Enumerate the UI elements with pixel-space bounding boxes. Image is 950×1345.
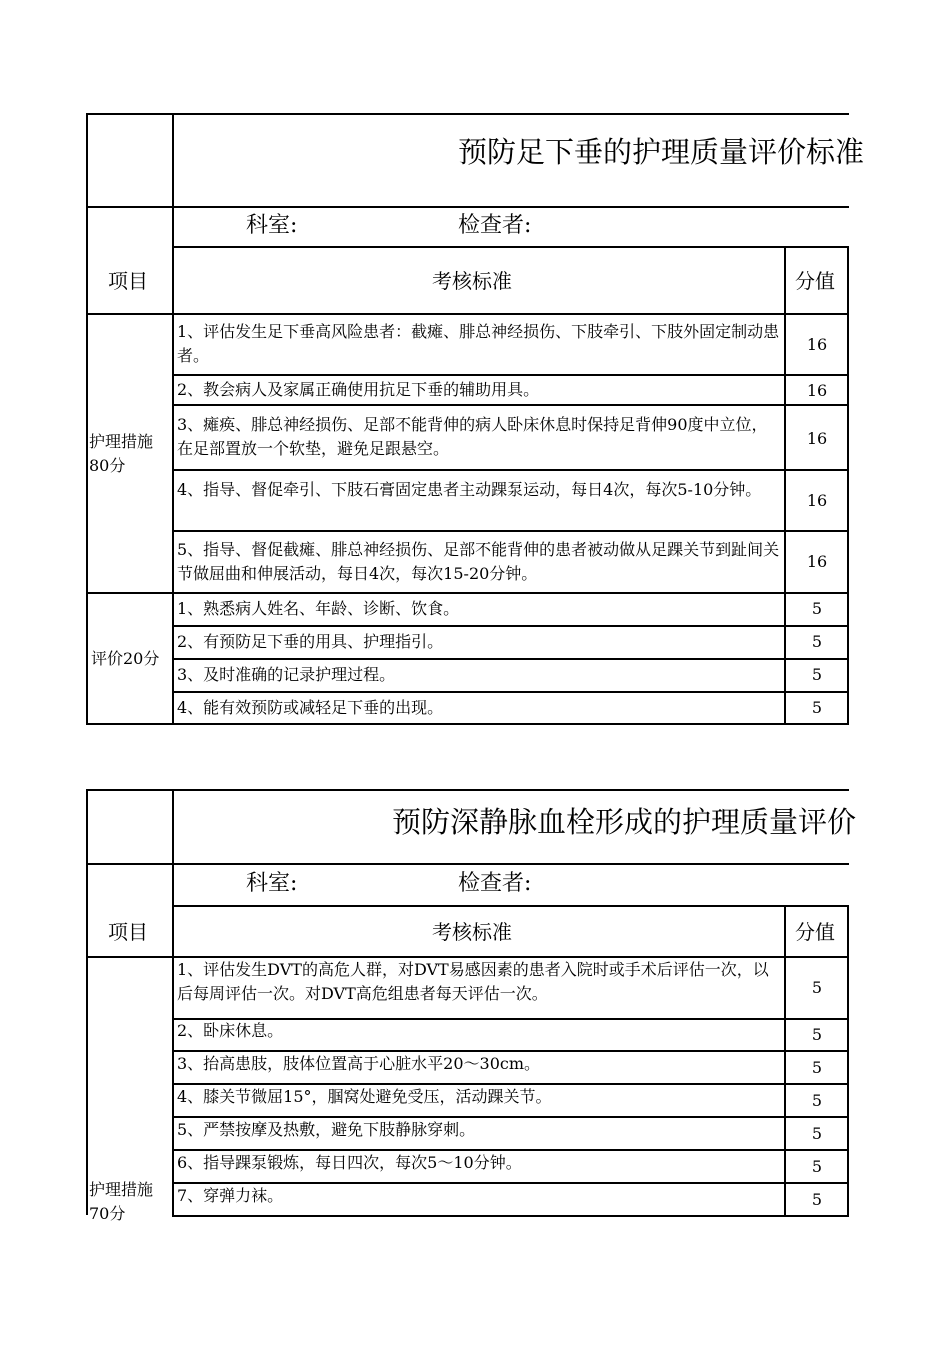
- page-title: 预防足下垂的护理质量评价标准: [458, 135, 865, 169]
- score-value: 5: [811, 665, 823, 684]
- criteria-text: 1、熟悉病人姓名、年龄、诊断、饮食。: [177, 599, 460, 618]
- criteria-text: 3、抬高患肢，肢体位置高于心脏水平20～30cm。: [177, 1054, 541, 1073]
- score-value: 5: [811, 1124, 823, 1143]
- header-criteria: 考核标准: [432, 269, 512, 293]
- header-score: 分值: [795, 269, 835, 293]
- criteria-text: 4、指导、督促牵引、下肢石膏固定患者主动踝泵运动，每日4次，每次5-10分钟。: [177, 480, 762, 499]
- criteria-text: 4、能有效预防或减轻足下垂的出现。: [177, 698, 444, 717]
- criteria-text: 3、及时准确的记录护理过程。: [177, 665, 396, 684]
- inspector-label: 检查者:: [458, 213, 532, 238]
- score-value: 5: [811, 1157, 823, 1176]
- department-label: 科室:: [246, 871, 298, 896]
- score-value: 16: [806, 381, 828, 400]
- score-value: 5: [811, 599, 823, 618]
- score-value: 5: [811, 1058, 823, 1077]
- score-value: 5: [811, 1025, 823, 1044]
- criteria-text: 3、瘫痪、腓总神经损伤、足部不能背伸的病人卧床休息时保持足背伸90度中立位，在足部置放一个软垫，避免足跟悬空。: [177, 415, 768, 458]
- department-label: 科室:: [246, 213, 298, 238]
- score-value: 16: [806, 491, 828, 510]
- criteria-text: 2、卧床休息。: [177, 1021, 284, 1040]
- score-value: 5: [811, 1190, 823, 1209]
- group-label: 护理措施80分: [89, 432, 154, 475]
- score-value: 5: [811, 978, 823, 997]
- criteria-text: 5、严禁按摩及热敷，避免下肢静脉穿刺。: [177, 1120, 476, 1139]
- criteria-text: 1、评估发生DVT的高危人群，对DVT易感因素的患者入院时或手术后评估一次，以后每周评估一次。对DVT高危组患者每天评估一次。: [177, 960, 769, 1003]
- criteria-text: 4、膝关节微屈15°，腘窝处避免受压，活动踝关节。: [177, 1087, 552, 1106]
- criteria-text: 7、穿弹力袜。: [177, 1186, 284, 1205]
- criteria-text: 2、有预防足下垂的用具、护理指引。: [177, 632, 444, 651]
- inspector-label: 检查者:: [458, 871, 532, 896]
- criteria-text: 2、教会病人及家属正确使用抗足下垂的辅助用具。: [177, 380, 540, 399]
- score-value: 16: [806, 429, 828, 448]
- criteria-text: 6、指导踝泵锻炼，每日四次，每次5～10分钟。: [177, 1153, 522, 1172]
- score-value: 16: [806, 552, 828, 571]
- score-value: 5: [811, 698, 823, 717]
- header-criteria: 考核标准: [432, 920, 512, 944]
- criteria-text: 5、指导、督促截瘫、腓总神经损伤、足部不能背伸的患者被动做从足踝关节到趾间关节做屈曲和伸展活动，每日4次，每次15-20分钟。: [177, 540, 780, 583]
- header-item: 项目: [108, 269, 148, 293]
- criteria-text: 1、评估发生足下垂高风险患者：截瘫、腓总神经损伤、下肢牵引、下肢外固定制动患者。: [177, 322, 780, 365]
- header-score: 分值: [795, 920, 835, 944]
- score-value: 16: [806, 335, 828, 354]
- page-title: 预防深静脉血栓形成的护理质量评价: [392, 805, 857, 839]
- group-label: 护理措施70分: [89, 1180, 154, 1223]
- score-value: 5: [811, 1091, 823, 1110]
- score-value: 5: [811, 632, 823, 651]
- header-item: 项目: [108, 920, 148, 944]
- group-label: 评价20分: [91, 649, 160, 668]
